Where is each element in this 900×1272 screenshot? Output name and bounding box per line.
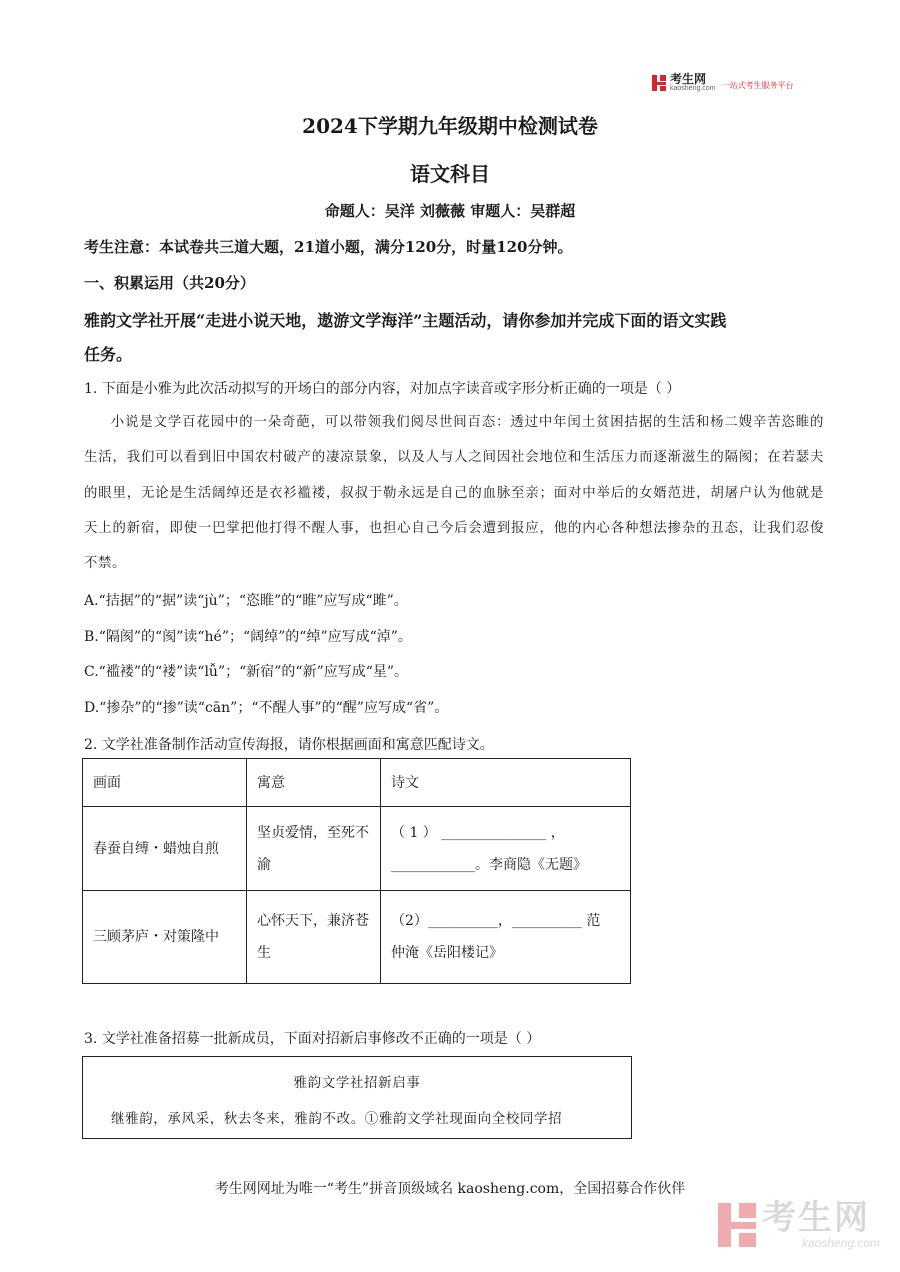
q1-option-c: C.“褴褛”的“褛”读“lǚ”；“新宿”的“新”应写成“星”。 xyxy=(84,664,409,680)
section1-heading: 一、积累运用（共20分） xyxy=(84,274,255,292)
exam-notice: 考生注意：本试卷共三道大题，21道小题，满分120分，时量120分钟。 xyxy=(84,238,573,256)
q1-option-d: D.“掺杂”的“掺”读“cān”；“不醒人事”的“醒”应写成“省”。 xyxy=(84,700,449,716)
row1-poem xyxy=(381,807,631,891)
row1-poem-blank2: ____________。李商隐《无题》 xyxy=(391,856,587,873)
recruitment-notice-body: 继雅韵，承风采，秋去冬来，雅韵不改。①雅韵文学社现面向全校同学招 xyxy=(111,1111,563,1127)
brand-domain: kaosheng.com xyxy=(670,85,716,92)
q1-option-a: A.“拮据”的“据”读“jù”；“恣睢”的“睢”应写成“雎”。 xyxy=(84,593,408,609)
header-meaning: 寓意 xyxy=(247,759,381,807)
q2-stem: 2. 文学社准备制作活动宣传海报，请你根据画面和寓意匹配诗文。 xyxy=(84,737,494,753)
section1-intro-line2: 任务。 xyxy=(84,345,133,364)
row2-poem xyxy=(381,891,631,984)
q1-passage xyxy=(84,405,824,581)
brand-slogan: 一站式考生服务平台 xyxy=(721,80,794,90)
row1-scene: 春蚕自缚・蜡烛自煎 xyxy=(83,807,247,891)
watermark-logo-icon xyxy=(718,1203,756,1247)
table-header-row xyxy=(83,759,631,807)
exam-subject: 语文科目 xyxy=(410,162,490,186)
section1-intro-line1: 雅韵文学社开展“走进小说天地，遨游文学海洋”主题活动，请你参加并完成下面的语文实践 xyxy=(84,311,727,330)
watermark-domain: kaosheng.com xyxy=(802,1236,881,1250)
header-scene: 画面 xyxy=(83,759,247,807)
brand-logo xyxy=(652,72,794,94)
row2-poem-blank1: （2）__________，__________ 范 xyxy=(391,913,601,929)
kaosheng-logo-icon xyxy=(652,75,666,91)
page-footer: 考生网网址为唯一“考生”拼音顶级域名 kaosheng.com，全国招募合作伙伴 xyxy=(214,1181,686,1197)
row1-meaning: 坚贞爱情，至死不渝 xyxy=(247,807,381,891)
row2-poem-source: 仲淹《岳阳楼记》 xyxy=(391,945,503,961)
row1-poem-blank1: （ 1 ） _______________ ， xyxy=(391,824,565,841)
table-row xyxy=(83,891,631,984)
q2-poster-table xyxy=(82,758,631,984)
q1-stem: 1. 下面是小雅为此次活动拟写的开场白的部分内容，对加点字读音或字形分析正确的一项是（ ） xyxy=(84,381,681,397)
row2-meaning: 心怀天下，兼济苍生 xyxy=(247,891,381,984)
exam-authors: 命题人：吴洋 刘薇薇 审题人：吴群超 xyxy=(324,202,576,220)
watermark-name: 考生网 xyxy=(762,1198,870,1238)
table-row xyxy=(83,807,631,891)
q1-option-b: B.“隔阂”的“阂”读“hé”；“阔绰”的“绰”应写成“淖”。 xyxy=(84,629,412,645)
q3-stem: 3. 文学社准备招募一批新成员，下面对招新启事修改不正确的一项是（ ） xyxy=(84,1031,541,1047)
recruitment-notice-title: 雅韵文学社招新启事 xyxy=(293,1075,421,1091)
row2-scene: 三顾茅庐・对策隆中 xyxy=(83,891,247,984)
exam-title: 2024下学期九年级期中检测试卷 xyxy=(302,114,598,138)
header-poem: 诗文 xyxy=(381,759,631,807)
recruitment-notice-box xyxy=(82,1056,632,1139)
watermark xyxy=(718,1200,880,1250)
brand-name: 考生网 xyxy=(670,72,707,86)
q1-passage-text: 小说是文学百花园中的一朵奇葩，可以带领我们阅尽世间百态：透过中年闰土贫困拮据的生活和杨二嫂辛苦恣睢的生活，我们可以看到旧中国农村破产的凄凉景象，以及人与人之间因社会地位和生活压力而逐渐滋生的隔阂；在若瑟夫的眼里，无论是生活阔绰还是衣衫褴褛，叔叔于勒永远是自己的血脉至亲；面对中举后的女婿范进，胡屠户认为他就是天上的新宿，即使一巴掌把他打得不醒人事，也担心自己今后会遭到报应，他的内心各种想法掺杂的丑态，让我们忍俊不禁。 xyxy=(84,415,824,572)
